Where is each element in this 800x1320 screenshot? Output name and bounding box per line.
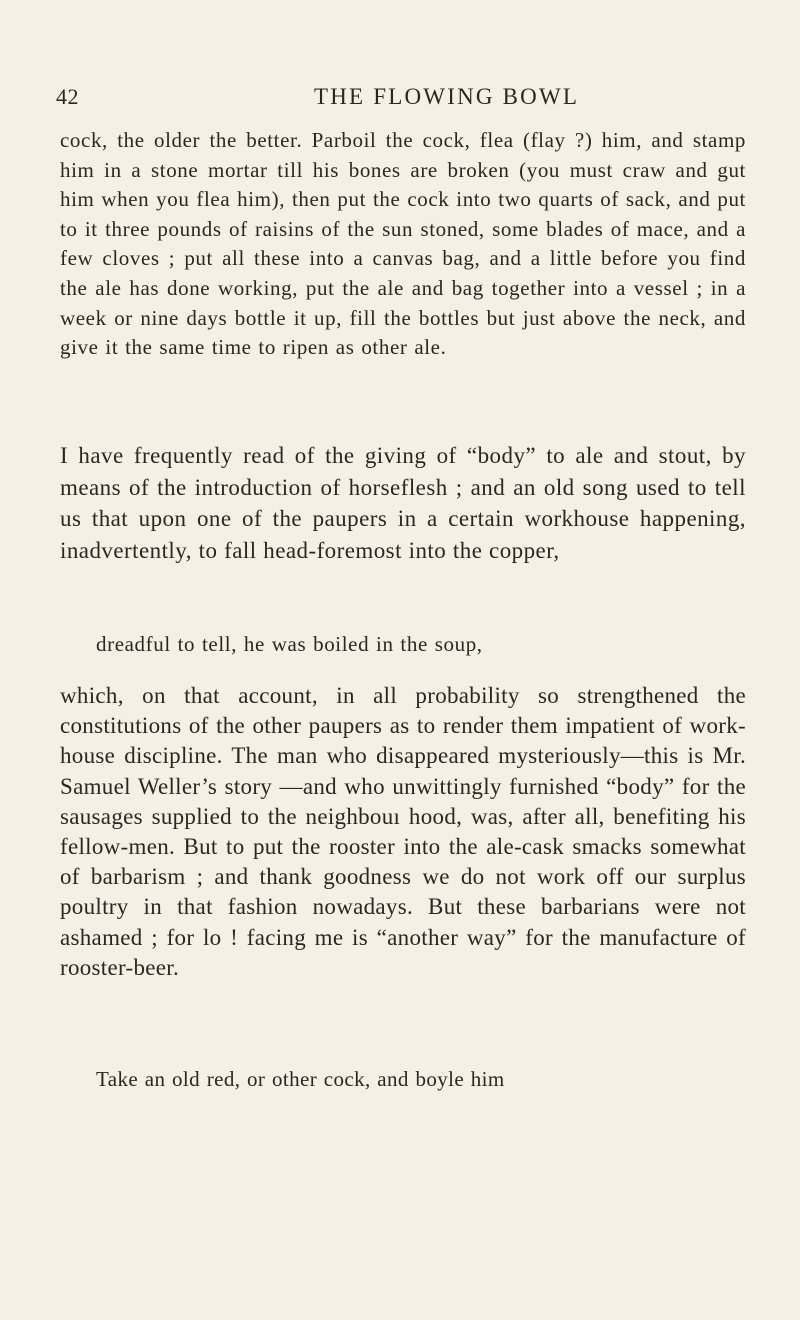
- paragraph-recipe-start: Take an old red, or other cock, and boyle him: [96, 1067, 505, 1091]
- paragraph-workhouse-discipline: which, on that account, in all probability so strengthened the constitutions of the other paupers as to render them impatient of work-house discipline. The man who disappeared mysteriously—this is Mr. Samuel Weller’s story —and who unwittingly furnished “body” for the sausages supplied to the neighbouı hood, was, after all, benefiting his fellow-men. But to put the rooster into the ale-cask smacks somewhat of barbarism ; and thank goodness we do not work off our surplus poultry in that fashion nowadays. But these barbarians were not ashamed ; for lo ! facing me is “another way” for the manufacture of rooster-beer.: [60, 683, 746, 980]
- paragraph-recipe-continued: cock, the older the better. Parboil the cock, flea (flay ?) him, and stamp him in a stone mortar till his bones are broken (you must craw and gut him when you flea him), then put the cock into two quarts of sack, and put to it three pounds of raisins of the sun stoned, some blades of mace, and a few cloves ; put all these into a canvas bag, and a little before you find the ale has done working, put the ale and bag together into a vessel ; in a week or nine days bottle it up, fill the bottles but just above the neck, and give it the same time to ripen as other ale.: [60, 128, 746, 360]
- page-header: [56, 84, 746, 114]
- paragraph-body-horseflesh: I have frequently read of the giving of “body” to ale and stout, by means of the introduction of horseflesh ; and an old song used to tell us that upon one of the paupers in a certain workhouse happening, inadvertently, to fall head-foremost into the copper,: [60, 443, 746, 563]
- verse-quotation: dreadful to tell, he was boiled in the soup,: [96, 632, 483, 656]
- running-title: THE FLOWING BOWL: [314, 84, 580, 109]
- page-number: 42: [56, 84, 79, 109]
